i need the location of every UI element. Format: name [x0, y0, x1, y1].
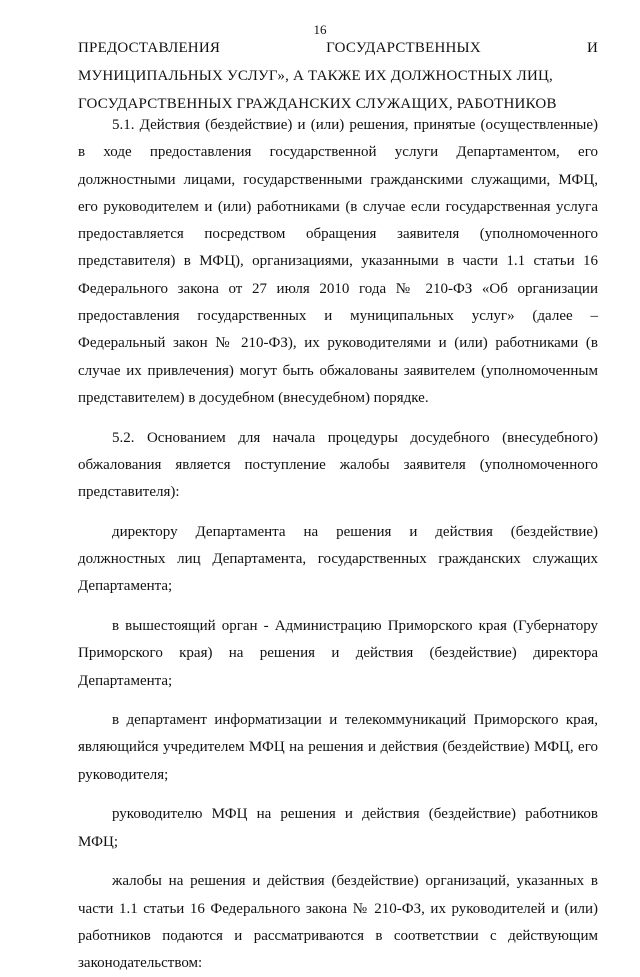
heading-line-3: ГОСУДАРСТВЕННЫХ ГРАЖДАНСКИХ СЛУЖАЩИХ, РАБОТНИКОВ — [78, 96, 557, 112]
heading-word-1: ПРЕДОСТАВЛЕНИЯ — [78, 40, 221, 56]
heading-word-3: И — [586, 40, 598, 56]
list-item: директору Департамента на решения и действия (бездействие) должностных лиц Департамента, государственных гражданских служащих Департамента; — [78, 523, 598, 595]
section-heading — [78, 34, 598, 118]
page-number: 16 — [313, 22, 327, 37]
heading-line-1 — [78, 34, 598, 62]
list-item: в департамент информатизации и телекоммуникаций Приморского края, являющийся учредителем МФЦ на решения и действия (бездействие) МФЦ, его руководителя; — [78, 712, 598, 783]
paragraph-5-2: 5.2. Основанием для начала процедуры досудебного (внесудебного) обжалования является поступление жалобы заявителя (уполномоченного представителя): — [78, 429, 598, 501]
list-item: в вышестоящий орган - Администрацию Приморского края (Губернатору Приморского края) на решения и действия (бездействие) директора Департамента; — [78, 617, 598, 689]
heading-word-2: ГОСУДАРСТВЕННЫХ — [326, 40, 481, 56]
document-body — [78, 112, 598, 977]
list-item: руководителю МФЦ на решения и действия (бездействие) работников МФЦ; — [78, 806, 598, 850]
heading-line-2: МУНИЦИПАЛЬНЫХ УСЛУГ», А ТАКЖЕ ИХ ДОЛЖНОСТНЫХ ЛИЦ, — [78, 68, 554, 84]
paragraph-5-1: 5.1. Действия (бездействие) и (или) решения, принятые (осуществленные) в ходе предоставления государственной услуги Департаментом, его должностными лицами, государственными гражданскими служащими, МФЦ, его руководителем и (или) работниками (в случае если государственная услуга предоставляется посредством обращения заявителя (уполномоченного представителя) в МФЦ), организациями, указанными в части 1.1 статьи 16 Федерального закона от 27 июля 2010 года № 210-ФЗ «Об организации предоставления государственных и муниципальных услуг» (далее – Федеральный закон № 210-ФЗ), их руководителями и (или) работниками (в случае их привлечения) могут быть обжалованы заявителем (уполномоченным представителем) в досудебном (внесудебном) порядке. — [78, 117, 598, 406]
list-item: жалобы на решения и действия (бездействие) организаций, указанных в части 1.1 статьи 16 Федерального закона № 210-ФЗ, их руководителей и (или) работников подаются и рассматриваются в соответствии с действующим законодательством: — [78, 873, 598, 972]
